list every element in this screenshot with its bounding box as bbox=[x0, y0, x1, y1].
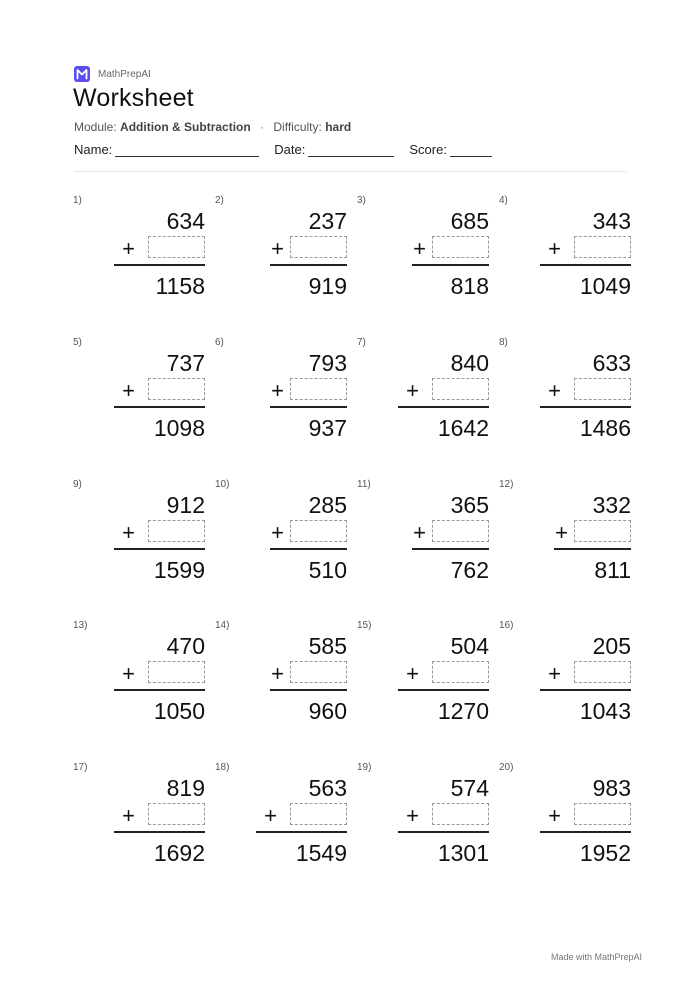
name-field[interactable] bbox=[74, 142, 259, 157]
problem-item bbox=[215, 337, 347, 457]
meta-separator: · bbox=[260, 120, 265, 134]
problem-addend: 285 bbox=[308, 492, 347, 518]
plus-sign: + bbox=[406, 803, 419, 828]
problem-sum: 818 bbox=[450, 273, 489, 299]
problem-addend: 819 bbox=[166, 775, 205, 801]
date-label: Date: bbox=[274, 142, 306, 157]
plus-sign: + bbox=[271, 378, 284, 403]
sum-rule bbox=[114, 548, 205, 550]
problem-number: 6) bbox=[215, 337, 224, 348]
plus-sign: + bbox=[548, 378, 561, 403]
mathprepai-logo-icon bbox=[74, 66, 90, 82]
sum-rule bbox=[270, 264, 347, 266]
problem-number: 8) bbox=[499, 337, 508, 348]
sum-rule bbox=[540, 831, 631, 833]
difficulty-value: hard bbox=[325, 120, 352, 134]
answer-input-box[interactable] bbox=[432, 661, 489, 683]
problem-addend: 574 bbox=[450, 775, 489, 801]
problem-sum: 762 bbox=[450, 557, 489, 583]
answer-input-box[interactable] bbox=[290, 378, 347, 400]
answer-input-box[interactable] bbox=[290, 520, 347, 542]
page-title: Worksheet bbox=[73, 84, 194, 112]
plus-sign: + bbox=[271, 661, 284, 686]
answer-input-box[interactable] bbox=[574, 378, 631, 400]
problem-sum: 1549 bbox=[295, 840, 347, 866]
difficulty-label: Difficulty: bbox=[273, 120, 322, 134]
problem-number: 13) bbox=[73, 620, 88, 631]
plus-sign: + bbox=[555, 520, 568, 545]
answer-input-box[interactable] bbox=[148, 236, 205, 258]
problem-number: 11) bbox=[357, 479, 371, 490]
problem-sum: 960 bbox=[308, 698, 347, 724]
problem-number: 9) bbox=[73, 479, 82, 490]
problem-sum: 1050 bbox=[153, 698, 205, 724]
sum-rule bbox=[540, 689, 631, 691]
problem-sum: 811 bbox=[594, 557, 631, 583]
brand-name: MathPrepAI bbox=[98, 68, 151, 80]
answer-input-box[interactable] bbox=[432, 378, 489, 400]
problem-sum: 1952 bbox=[579, 840, 631, 866]
problem-number: 2) bbox=[215, 195, 224, 206]
answer-input-box[interactable] bbox=[148, 520, 205, 542]
sum-rule bbox=[398, 831, 489, 833]
problem-item bbox=[73, 479, 205, 599]
plus-sign: + bbox=[122, 661, 135, 686]
problem-item bbox=[499, 620, 631, 740]
problem-addend: 205 bbox=[592, 633, 631, 659]
problem-item bbox=[499, 195, 631, 315]
problem-sum: 1098 bbox=[153, 415, 205, 441]
answer-input-box[interactable] bbox=[148, 803, 205, 825]
answer-input-box[interactable] bbox=[574, 236, 631, 258]
sum-rule bbox=[270, 406, 347, 408]
answer-input-box[interactable] bbox=[148, 378, 205, 400]
header-divider bbox=[74, 171, 627, 172]
problem-item bbox=[215, 479, 347, 599]
student-fields bbox=[74, 142, 492, 157]
answer-input-box[interactable] bbox=[148, 661, 205, 683]
module-value: Addition & Subtraction bbox=[120, 120, 251, 134]
problem-sum: 937 bbox=[308, 415, 347, 441]
problem-item bbox=[357, 620, 489, 740]
sum-rule bbox=[412, 264, 489, 266]
problem-sum: 1486 bbox=[579, 415, 631, 441]
answer-input-box[interactable] bbox=[574, 520, 631, 542]
problem-item bbox=[357, 337, 489, 457]
date-field[interactable] bbox=[274, 142, 394, 157]
problem-item bbox=[215, 620, 347, 740]
problem-addend: 563 bbox=[308, 775, 347, 801]
problem-addend: 793 bbox=[308, 350, 347, 376]
plus-sign: + bbox=[122, 236, 135, 261]
problem-addend: 504 bbox=[450, 633, 489, 659]
name-label: Name: bbox=[74, 142, 113, 157]
problem-sum: 919 bbox=[308, 273, 347, 299]
problem-item bbox=[73, 620, 205, 740]
problem-number: 20) bbox=[499, 762, 514, 773]
answer-input-box[interactable] bbox=[432, 236, 489, 258]
problem-addend: 237 bbox=[308, 208, 347, 234]
sum-rule bbox=[540, 406, 631, 408]
problem-addend: 685 bbox=[450, 208, 489, 234]
plus-sign: + bbox=[413, 236, 426, 261]
plus-sign: + bbox=[406, 661, 419, 686]
sum-rule bbox=[114, 831, 205, 833]
problem-addend: 343 bbox=[592, 208, 631, 234]
plus-sign: + bbox=[122, 803, 135, 828]
problem-sum: 1692 bbox=[153, 840, 205, 866]
plus-sign: + bbox=[271, 520, 284, 545]
worksheet-meta bbox=[74, 120, 351, 134]
plus-sign: + bbox=[406, 378, 419, 403]
problem-number: 3) bbox=[357, 195, 366, 206]
problem-addend: 332 bbox=[592, 492, 631, 518]
problem-addend: 470 bbox=[166, 633, 205, 659]
score-field[interactable] bbox=[409, 142, 492, 157]
score-label: Score: bbox=[409, 142, 447, 157]
sum-rule bbox=[540, 264, 631, 266]
problem-addend: 912 bbox=[166, 492, 205, 518]
sum-rule bbox=[256, 831, 347, 833]
plus-sign: + bbox=[271, 236, 284, 261]
problem-item bbox=[499, 337, 631, 457]
problem-sum: 1043 bbox=[579, 698, 631, 724]
problem-sum: 1270 bbox=[437, 698, 489, 724]
problem-number: 14) bbox=[215, 620, 230, 631]
problem-item bbox=[73, 337, 205, 457]
sum-rule bbox=[398, 406, 489, 408]
problem-number: 12) bbox=[499, 479, 514, 490]
plus-sign: + bbox=[548, 803, 561, 828]
module-label: Module: bbox=[74, 120, 117, 134]
problem-item bbox=[499, 762, 631, 882]
plus-sign: + bbox=[122, 520, 135, 545]
problem-number: 7) bbox=[357, 337, 366, 348]
problem-item bbox=[357, 479, 489, 599]
plus-sign: + bbox=[548, 236, 561, 261]
problem-number: 18) bbox=[215, 762, 230, 773]
score-line[interactable] bbox=[450, 144, 492, 157]
problem-item bbox=[215, 195, 347, 315]
sum-rule bbox=[114, 689, 205, 691]
answer-input-box[interactable] bbox=[290, 236, 347, 258]
problem-number: 10) bbox=[215, 479, 230, 490]
sum-rule bbox=[412, 548, 489, 550]
problem-number: 4) bbox=[499, 195, 508, 206]
problem-number: 17) bbox=[73, 762, 88, 773]
problem-sum: 1599 bbox=[153, 557, 205, 583]
footer-credit: Made with MathPrepAI bbox=[550, 952, 642, 962]
answer-input-box[interactable] bbox=[290, 803, 347, 825]
problem-number: 1) bbox=[73, 195, 82, 206]
problem-addend: 585 bbox=[308, 633, 347, 659]
sum-rule bbox=[114, 264, 205, 266]
problem-addend: 840 bbox=[450, 350, 489, 376]
answer-input-box[interactable] bbox=[432, 803, 489, 825]
problem-sum: 1301 bbox=[437, 840, 489, 866]
problem-sum: 1158 bbox=[155, 273, 205, 299]
sum-rule bbox=[270, 548, 347, 550]
plus-sign: + bbox=[413, 520, 426, 545]
plus-sign: + bbox=[264, 803, 277, 828]
brand bbox=[74, 66, 151, 82]
problem-addend: 634 bbox=[166, 208, 205, 234]
sum-rule bbox=[114, 406, 205, 408]
problem-item bbox=[357, 762, 489, 882]
problem-sum: 1642 bbox=[437, 415, 489, 441]
name-line[interactable] bbox=[115, 144, 259, 157]
problem-sum: 510 bbox=[308, 557, 347, 583]
problem-number: 15) bbox=[357, 620, 372, 631]
problem-addend: 365 bbox=[450, 492, 489, 518]
problem-number: 19) bbox=[357, 762, 372, 773]
plus-sign: + bbox=[122, 378, 135, 403]
problem-number: 5) bbox=[73, 337, 82, 348]
problem-addend: 983 bbox=[592, 775, 631, 801]
problem-item bbox=[215, 762, 347, 882]
sum-rule bbox=[398, 689, 489, 691]
problem-number: 16) bbox=[499, 620, 514, 631]
date-line[interactable] bbox=[308, 144, 394, 157]
problem-item bbox=[73, 195, 205, 315]
answer-input-box[interactable] bbox=[574, 803, 631, 825]
problem-addend: 737 bbox=[166, 350, 205, 376]
sum-rule bbox=[554, 548, 631, 550]
problem-sum: 1049 bbox=[579, 273, 631, 299]
plus-sign: + bbox=[548, 661, 561, 686]
answer-input-box[interactable] bbox=[432, 520, 489, 542]
answer-input-box[interactable] bbox=[290, 661, 347, 683]
problem-item bbox=[73, 762, 205, 882]
answer-input-box[interactable] bbox=[574, 661, 631, 683]
problem-addend: 633 bbox=[592, 350, 631, 376]
problem-item bbox=[499, 479, 631, 599]
sum-rule bbox=[270, 689, 347, 691]
problem-item bbox=[357, 195, 489, 315]
